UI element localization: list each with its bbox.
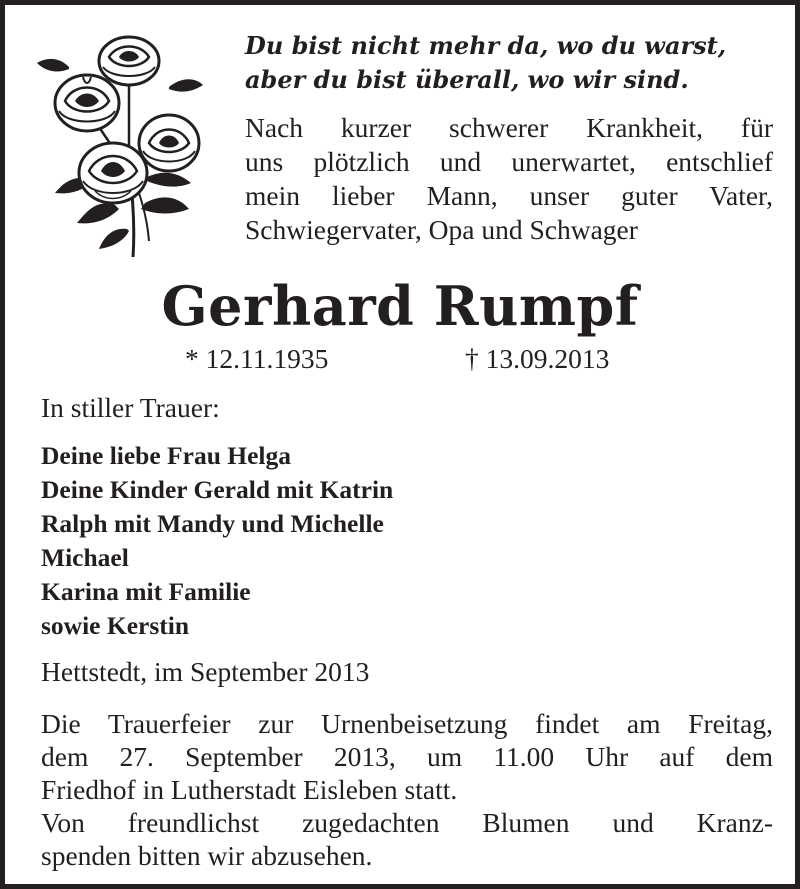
death-date: † 13.09.2013 [465,343,610,374]
family-member: Karina mit Familie [41,577,251,606]
deceased-name: Gerhard Rumpf [161,274,639,338]
ceremony-line-2: dem 27. September 2013, um 11.00 Uhr auf dem [41,741,773,772]
family-member: Deine Kinder Gerald mit Katrin [41,475,394,504]
ceremony-line-3: Friedhof in Lutherstadt Eisleben statt. [41,774,458,805]
memorial-quote [245,29,785,97]
ceremony-line-4: Von freundlichst zugedachten Blumen und Kranz- [41,807,773,838]
family-list [41,439,393,643]
announcement-line-2: uns plötzlich und unerwartet, entschlief [245,146,773,177]
family-member: sowie Kerstin [41,611,190,640]
quote-line-1: Du bist nicht mehr da, wo du warst, [245,31,727,60]
family-member: Deine liebe Frau Helga [41,441,291,470]
ceremony-line-1: Die Trauerfeier zur Urnenbeisetzung findet am Freitag, [41,708,773,739]
mourning-line: In stiller Trauer: [41,392,220,423]
ceremony-details [41,707,773,872]
birth-date: * 12.11.1935 [185,343,329,374]
ceremony-line-5: spenden bitten wir abzusehen. [41,840,373,871]
notice-content [5,5,795,884]
family-member: Michael [41,543,129,572]
death-announcement [245,111,773,247]
life-dates [5,341,795,377]
place-and-date: Hettstedt, im September 2013 [41,656,370,687]
announcement-line-1: Nach kurzer schwerer Krankheit, für [245,112,773,143]
announcement-line-4: Schwiegervater, Opa und Schwager [245,214,638,245]
announcement-line-3: mein lieber Mann, unser guter Vater, [245,180,773,211]
quote-line-2: aber du bist überall, wo wir sind. [245,65,689,94]
family-member: Ralph mit Mandy und Michelle [41,509,384,538]
roses-icon [29,27,205,259]
